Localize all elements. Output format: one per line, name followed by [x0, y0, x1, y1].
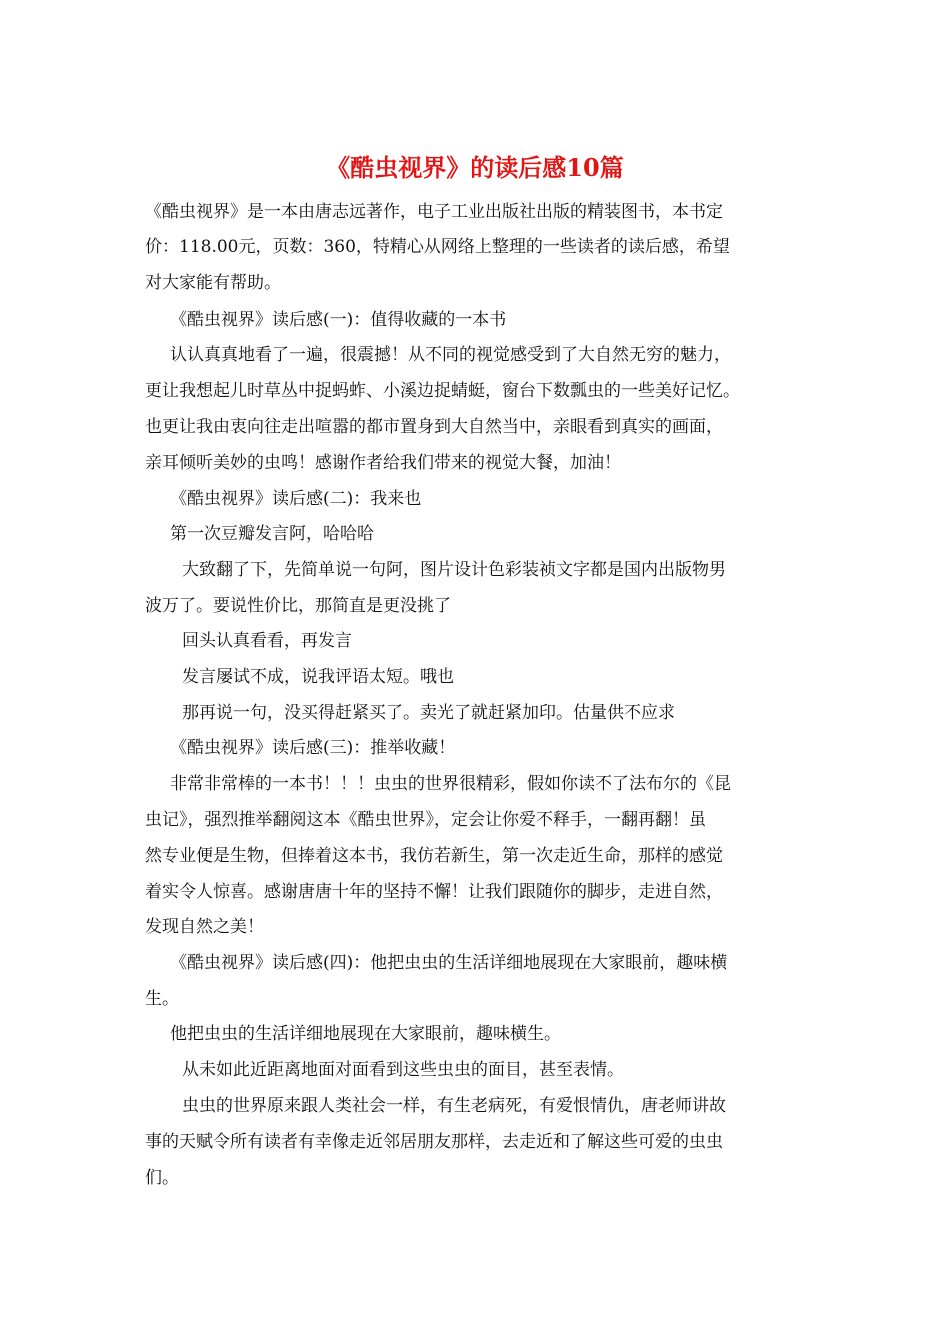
paragraph-line: 虫记》，强烈推举翻阅这本《酷虫世界》，定会让你爱不释手，一翻再翻！虽: [145, 810, 706, 830]
section-heading-continued: 生。: [145, 989, 179, 1009]
paragraph-line: 那再说一句，没买得赶紧买了。卖光了就赶紧加印。估量供不应求: [182, 703, 675, 723]
paragraph-line: 价：118.00元，页数：360，特精心从网络上整理的一些读者的读后感，希望: [145, 237, 730, 257]
paragraph-line: 大致翻了下，先简单说一句阿，图片设计色彩装祯文字都是国内出版物男: [182, 560, 726, 580]
section-heading: 《酷虫视界》读后感(四)：他把虫虫的生活详细地展现在大家眼前，趣味横: [170, 953, 728, 973]
paragraph-line: 《酷虫视界》是一本由唐志远著作，电子工业出版社出版的精装图书，本书定: [145, 202, 723, 222]
paragraph-line: 亲耳倾听美妙的虫鸣！感谢作者给我们带来的视觉大餐，加油！: [145, 453, 621, 473]
section-heading: 《酷虫视界》读后感(一)：值得收藏的一本书: [170, 310, 507, 330]
paragraph-line: 发言屡试不成，说我评语太短。哦也: [182, 667, 454, 687]
paragraph-line: 发现自然之美！: [145, 917, 264, 937]
paragraph-line: 回头认真看看，再发言: [182, 631, 352, 651]
section-heading: 《酷虫视界》读后感(二)：我来也: [170, 489, 422, 509]
paragraph-line: 然专业便是生物，但捧着这本书，我仿若新生，第一次走近生命，那样的感觉: [145, 846, 723, 866]
paragraph-line: 非常非常棒的一本书！！！虫虫的世界很精彩，假如你读不了法布尔的《昆: [170, 774, 731, 794]
paragraph-line: 着实令人惊喜。感谢唐唐十年的坚持不懈！让我们跟随你的脚步，走进自然，: [145, 882, 723, 902]
paragraph-line: 事的天赋令所有读者有幸像走近邻居朋友那样，去走近和了解这些可爱的虫虫: [145, 1132, 723, 1152]
section-heading: 《酷虫视界》读后感(三)：推举收藏！: [170, 738, 456, 758]
paragraph-line: 他把虫虫的生活详细地展现在大家眼前，趣味横生。: [170, 1024, 561, 1044]
paragraph-line: 虫虫的世界原来跟人类社会一样，有生老病死，有爱恨情仇，唐老师讲故: [182, 1096, 726, 1116]
paragraph-line: 们。: [145, 1168, 179, 1188]
paragraph-line: 更让我想起儿时草丛中捉蚂蚱、小溪边捉蜻蜓，窗台下数瓢虫的一些美好记忆。: [145, 381, 740, 401]
paragraph-line: 也更让我由衷向往走出喧嚣的都市置身到大自然当中，亲眼看到真实的画面，: [145, 417, 723, 437]
paragraph-line: 认认真真地看了一遍，很震撼！从不同的视觉感受到了大自然无穷的魅力，: [170, 345, 731, 365]
document-title: 《酷虫视界》的读后感10篇: [326, 153, 624, 182]
paragraph-line: 波万了。要说性价比，那简直是更没挑了: [145, 596, 451, 616]
paragraph-line: 从未如此近距离地面对面看到这些虫虫的面目，甚至表情。: [182, 1060, 624, 1080]
paragraph-line: 对大家能有帮助。: [145, 273, 281, 293]
paragraph-line: 第一次豆瓣发言阿，哈哈哈: [170, 524, 374, 544]
